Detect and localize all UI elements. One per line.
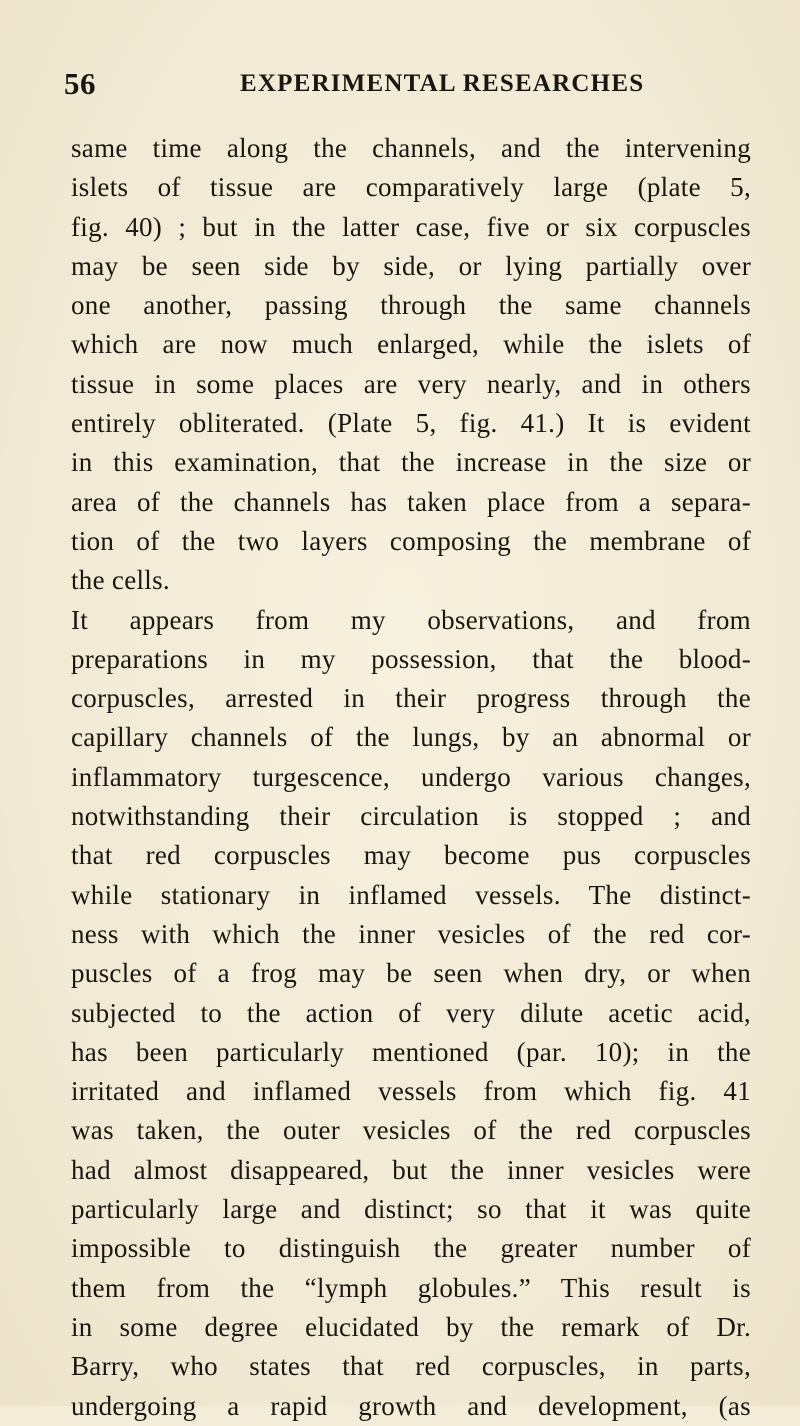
- text-line: has been particularly mentioned (par. 10); in the: [71, 1036, 751, 1067]
- text-line: irritated and inflamed vessels from which fig. 41: [71, 1076, 751, 1107]
- text-line: in some degree elucidated by the remark of Dr.: [71, 1311, 751, 1342]
- running-head: [64, 66, 744, 106]
- text-line: impossible to distinguish the greater number of: [71, 1233, 751, 1264]
- text-line: It appears from my observations, and from: [71, 604, 751, 635]
- text-line: while stationary in inflamed vessels. The distinct-: [71, 879, 751, 910]
- text-line: that red corpuscles may become pus corpuscles: [71, 840, 751, 871]
- text-line: one another, passing through the same channels: [71, 290, 751, 321]
- text-line: may be seen side by side, or lying partially over: [71, 250, 751, 281]
- text-line: same time along the channels, and the intervening: [71, 133, 751, 163]
- text-line: corpuscles, arrested in their progress through the: [71, 683, 751, 714]
- text-line: undergoing a rapid growth and development, (as: [71, 1390, 751, 1421]
- text-line: the cells.: [71, 565, 170, 596]
- text-line: inflammatory turgescence, undergo various changes,: [71, 761, 751, 792]
- text-line: particularly large and distinct; so that it was quite: [71, 1194, 751, 1225]
- text-line: capillary channels of the lungs, by an abnormal or: [71, 722, 751, 753]
- text-line: preparations in my possession, that the blood-: [71, 643, 751, 674]
- body-text: [71, 129, 751, 1426]
- running-title: EXPERIMENTAL RESEARCHES: [240, 70, 645, 97]
- text-line: in this examination, that the increase in the size or: [71, 447, 751, 478]
- text-line: had almost disappeared, but the inner vesicles were: [71, 1154, 751, 1185]
- text-line: was taken, the outer vesicles of the red corpuscles: [71, 1115, 751, 1146]
- text-line: tion of the two layers composing the membrane of: [71, 525, 751, 556]
- text-line: area of the channels has taken place from a separa-: [71, 486, 751, 517]
- text-line: them from the “lymph globules.” This result is: [71, 1272, 751, 1303]
- text-line: notwithstanding their circulation is stopped ; and: [71, 801, 751, 832]
- text-line: fig. 40) ; but in the latter case, five or six corpuscles: [71, 211, 751, 242]
- page-number: 56: [64, 66, 96, 101]
- text-line: Barry, who states that red corpuscles, in parts,: [71, 1351, 751, 1382]
- text-line: islets of tissue are comparatively large (plate 5,: [71, 172, 751, 203]
- text-line: which are now much enlarged, while the islets of: [71, 329, 751, 360]
- text-line: entirely obliterated. (Plate 5, fig. 41.) It is evident: [71, 408, 751, 439]
- text-line: subjected to the action of very dilute acetic acid,: [71, 997, 751, 1028]
- text-line: ness with which the inner vesicles of the red cor-: [71, 918, 751, 949]
- text-line: tissue in some places are very nearly, and in others: [71, 368, 751, 399]
- text-line: puscles of a frog may be seen when dry, or when: [71, 958, 751, 989]
